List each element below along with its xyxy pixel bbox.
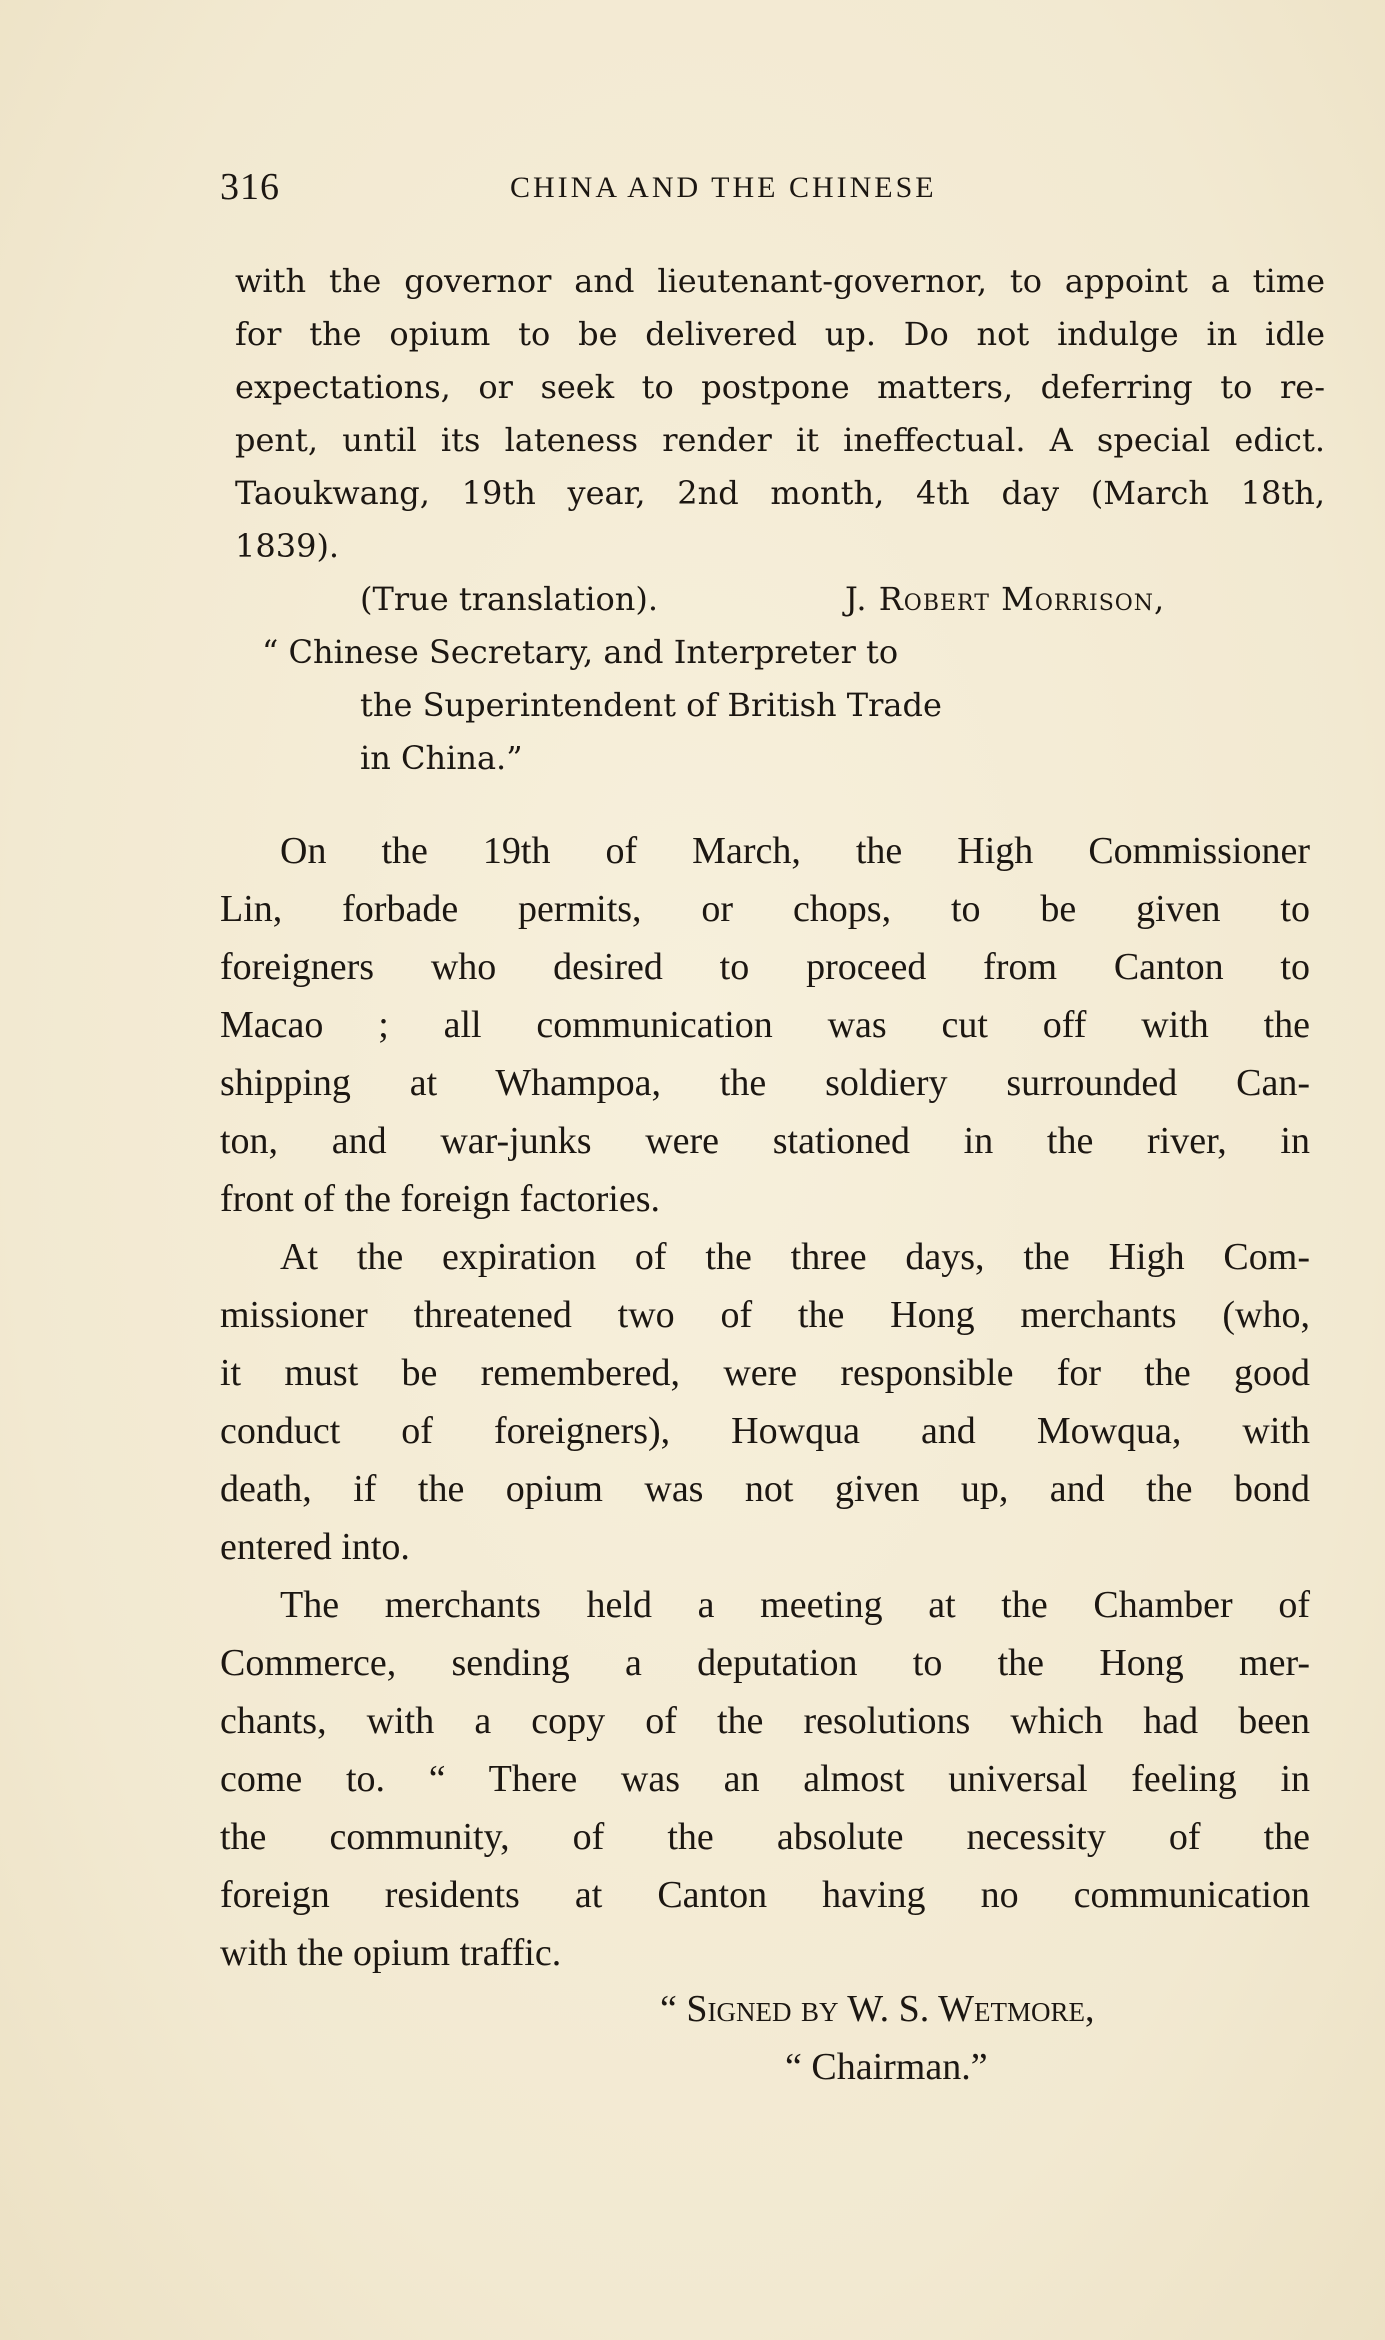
- text-line: Macao ; all communication was cut off with the: [220, 1004, 1310, 1046]
- edict-line: expectations, or seek to postpone matters, deferring to re-: [235, 368, 1325, 406]
- edict-line: for the opium to be delivered up. Do not indulge in idle: [235, 315, 1325, 353]
- text-line: Commerce, sending a deputation to the Hong mer-: [220, 1642, 1310, 1684]
- text-line: entered into.: [220, 1526, 410, 1568]
- text-line: ton, and war-junks were stationed in the river, in: [220, 1120, 1310, 1162]
- text-line: it must be remembered, were responsible for the good: [220, 1352, 1310, 1394]
- signature-line: “ Signed by W. S. Wetmore,: [660, 1988, 1095, 2030]
- translator-title-line: in China.”: [360, 739, 523, 777]
- text-line: foreign residents at Canton having no communication: [220, 1874, 1310, 1916]
- translator-title-line: “ Chinese Secretary, and Interpreter to: [262, 633, 899, 671]
- chairman-signature: [660, 1980, 1094, 2096]
- running-title: CHINA AND THE CHINESE: [510, 171, 937, 204]
- translator-name: J. Robert Morrison,: [845, 580, 1166, 618]
- text-line: with the opium traffic.: [220, 1932, 562, 1974]
- text-line: foreigners who desired to proceed from Canton to: [220, 946, 1310, 988]
- text-line: conduct of foreigners), Howqua and Mowqua, with: [220, 1410, 1310, 1452]
- translator-title: [262, 626, 942, 785]
- text-line: death, if the opium was not given up, and the bond: [220, 1468, 1310, 1510]
- text-line: On the 19th of March, the High Commissioner: [280, 830, 1310, 872]
- text-line: the community, of the absolute necessity of the: [220, 1816, 1310, 1858]
- text-line: come to. “ There was an almost universal feeling in: [220, 1758, 1310, 1800]
- page-header: [220, 165, 1230, 215]
- text-line: The merchants held a meeting at the Chamber of: [280, 1584, 1310, 1626]
- paragraph-2: [220, 1228, 1310, 1576]
- text-line: shipping at Whampoa, the soldiery surrounded Can-: [220, 1062, 1310, 1104]
- translation-note: (True translation).: [360, 580, 659, 618]
- edict-line: 1839).: [235, 527, 340, 565]
- paragraph-3: [220, 1576, 1310, 1982]
- text-line: front of the foreign factories.: [220, 1178, 660, 1220]
- signature-line: “ Chairman.”: [785, 2046, 988, 2088]
- text-line: missioner threatened two of the Hong merchants (who,: [220, 1294, 1310, 1336]
- text-line: At the expiration of the three days, the High Com-: [280, 1236, 1310, 1278]
- page-number: 316: [220, 166, 280, 208]
- edict-line: Taoukwang, 19th year, 2nd month, 4th day (March 18th,: [235, 474, 1325, 512]
- main-text: [220, 822, 1310, 1982]
- text-line: Lin, forbade permits, or chops, to be given to: [220, 888, 1310, 930]
- translator-title-line: the Superintendent of British Trade: [360, 686, 942, 724]
- text-line: chants, with a copy of the resolutions which had been: [220, 1700, 1310, 1742]
- edict-line: pent, until its lateness render it ineffectual. A special edict.: [235, 421, 1325, 459]
- paragraph-1: [220, 822, 1310, 1228]
- edict-line: with the governor and lieutenant-governor, to appoint a time: [235, 262, 1325, 300]
- quoted-edict: [235, 255, 1325, 573]
